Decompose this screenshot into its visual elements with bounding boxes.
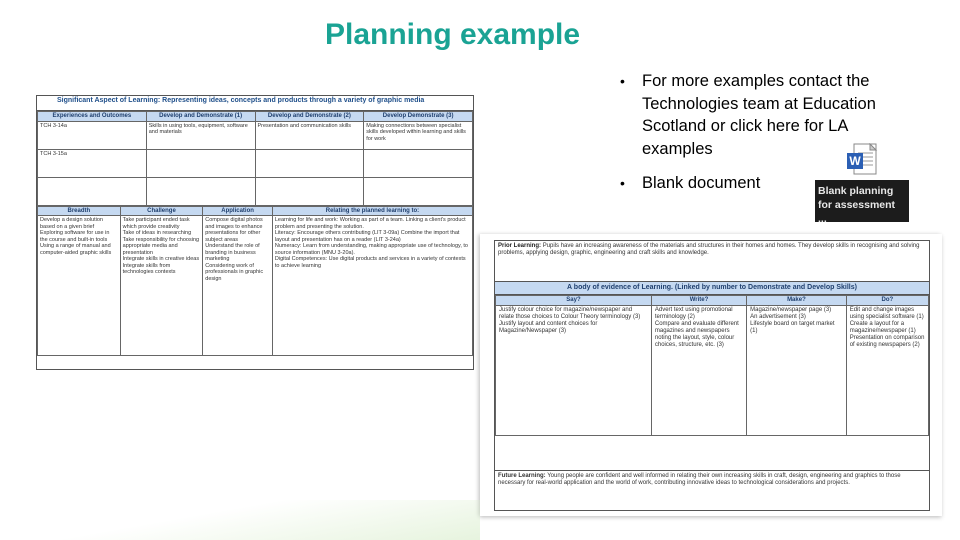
table-cell: Making connections between specialist skills developed within learning and skills for work [364,121,473,149]
table-header: Develop and Demonstrate (1) [146,112,255,122]
table-header: Application [203,206,273,216]
planning-document-left [36,95,474,370]
table-cell: TCH 3-14a [38,121,147,149]
list-item: Create a layout for a magazine/newspaper (1) [849,321,916,334]
list-item: Edit and change images using specialist software (1) [849,307,924,320]
body-of-evidence-header: A body of evidence of Learning. (Linked by number to Demonstrate and Develop Skills) [495,282,929,295]
table-cell: Presentation and communication skills [255,121,364,149]
list-item: Lifestyle board on target market (1) [750,321,835,334]
prior-learning-label: Prior Learning: [498,243,542,249]
bullet-item-examples[interactable] [618,70,878,160]
table-cell: TCH 3-15a [38,149,147,177]
table-header: Challenge [120,206,203,216]
bullet-text: Blank document [642,174,761,192]
blank-document-thumbnail[interactable]: Blank planning for assessment ... [815,180,909,222]
table-header: Make? [747,296,847,306]
svg-text:W: W [849,154,861,168]
table-cell [255,149,364,177]
decorative-footer-gradient [0,500,480,540]
word-document-icon[interactable] [846,143,878,177]
table-cell [651,306,746,436]
table-cell: Take participant ended task which provide creativity Take of ideas in researching Take responsibility for choosing appropriate media and presentation Integrate skills in creative ideas Integrate skills from technologies contexts [120,216,203,356]
bullet-list [618,70,878,195]
list-item: Compare and evaluate different magazines and newspapers noting the layout, style, colour choices, structure, etc. (3) [654,321,739,348]
bullet-dot-icon: • [620,175,625,191]
table-header: Breadth [38,206,121,216]
planning-document-right [480,234,942,516]
list-item: Magazine/newspaper page (3) [750,307,832,313]
table-header: Experiences and Outcomes [38,112,147,122]
experiences-table [37,111,473,206]
list-item: Justify colour choice for magazine/newspaper and relate those choices to Colour Theory terminology (3) [499,307,641,320]
prior-learning-section [495,241,929,282]
table-cell: Compose digital photos and images to enhance presentations for other subject areas Understand the role of branding in business marketing Considering work of professionals in graphic design [203,216,273,356]
table-cell: Develop a design solution based on a given brief Exploring software for use in the course and built-in tools Using a range of manual and computer-aided graphic skills [38,216,121,356]
list-item: Presentation on comparison of existing newspapers (2) [849,335,925,348]
significant-aspect-header: Significant Aspect of Learning: Representing ideas, concepts and products through a variety of graphic media [37,96,473,111]
table-cell [364,149,473,177]
future-learning-text: Young people are confident and well informed in relating their own increasing skills in craft, design, engineering and graphics to those necessary for real-world application and the world of work, contributing innovative ideas to technological considerations and projects. [498,473,901,486]
slide-title: Planning example [325,18,581,51]
breadth-table [37,206,473,357]
table-header: Write? [651,296,746,306]
evidence-table [495,295,929,436]
table-cell [496,306,652,436]
table-header: Say? [496,296,652,306]
table-cell: Skills in using tools, equipment, software and materials [146,121,255,149]
bullet-text: For more examples contact the Technologies team at Education Scotland or click here for LA examples [642,72,876,158]
table-header: Do? [846,296,928,306]
prior-learning-text: Pupils have an increasing awareness of the materials and structures in their homes and homes. They develop skills in recognising and solving problems, applying design, graphic, engineering and craft skills and knowledge. [498,243,920,256]
list-item: Justify layout and content choices for Magazine/Newspaper (3) [499,321,598,334]
table-header: Develop Demonstrate (3) [364,112,473,122]
table-header: Develop and Demonstrate (2) [255,112,364,122]
table-cell [747,306,847,436]
bullet-dot-icon: • [620,73,625,89]
future-learning-section [495,470,929,510]
list-item: Advert text using promotional terminology (2) [654,307,733,320]
list-item: An advertisement (3) [750,314,806,320]
table-cell [846,306,928,436]
table-cell: Learning for life and work: Working as part of a team. Linking a client's product problem and presenting the solution. Literacy: Encourage others contributing (LIT 3-09a) Combine the import that layout and presentation has on a reader (LIT 3-24a) Numeracy: Learn from understanding, making appropriate use of technology, to source information (MNU 3-20a). Digital Competences: Use digital products and services in a variety of contexts to achieve learning [272,216,472,356]
table-cell [146,149,255,177]
table-header: Relating the planned learning to: [272,206,472,216]
future-learning-label: Future Learning: [498,473,546,479]
